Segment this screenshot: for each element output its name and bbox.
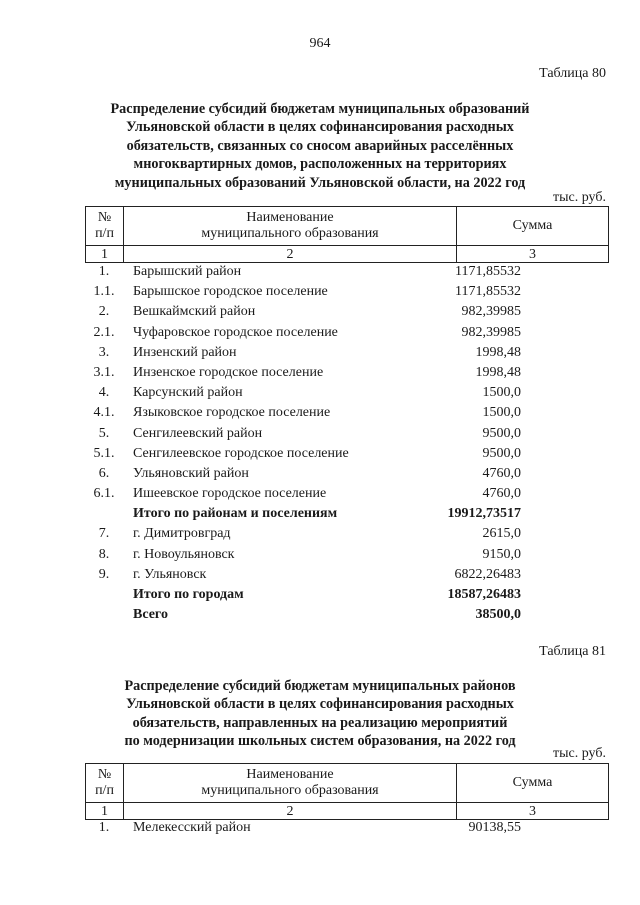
table-row xyxy=(85,565,609,585)
header-number-line2: п/п xyxy=(95,226,114,241)
row-name: г. Димитровград xyxy=(133,526,231,542)
row-number: 4.1. xyxy=(93,405,115,421)
header-sum: Сумма xyxy=(457,207,609,246)
header-name-line2: муниципального образования xyxy=(201,783,379,798)
table-row xyxy=(85,424,609,444)
row-number: 3. xyxy=(98,344,110,360)
row-number: 6. xyxy=(98,465,110,481)
header-name-line1: Наименование xyxy=(246,210,334,225)
row-name: Сенгилеевский район xyxy=(133,425,263,441)
row-name: Барышское городское поселение xyxy=(133,284,328,300)
row-name: Чуфаровское городское поселение xyxy=(133,324,338,340)
header-name-line2: муниципального образования xyxy=(201,226,379,241)
title-line: Распределение субсидий бюджетам муниципальных образований xyxy=(110,101,530,117)
table-row xyxy=(85,545,609,565)
subtotal-row xyxy=(85,504,609,524)
title-line: Ульяновской области в целях софинансирования расходных xyxy=(126,119,514,136)
row-number: 9. xyxy=(98,566,110,582)
header-name-line1: Наименование xyxy=(246,767,334,782)
table-81-title xyxy=(60,677,580,751)
table-row xyxy=(85,282,609,302)
title-line: муниципальных образований Ульяновской области, на 2022 год xyxy=(114,174,526,191)
row-name: Языковское городское поселение xyxy=(133,405,331,421)
table-80-body xyxy=(85,262,609,625)
page-number: 964 xyxy=(309,36,331,51)
table-row xyxy=(85,444,609,464)
row-number: 4. xyxy=(98,385,110,401)
table-row xyxy=(85,323,609,343)
row-number: 2.1. xyxy=(93,324,115,340)
row-number: 6.1. xyxy=(93,486,115,502)
row-number: 1. xyxy=(98,264,110,279)
table-row xyxy=(85,302,609,322)
table-row xyxy=(85,383,609,403)
header-col-index-2: 2 xyxy=(124,803,457,820)
row-name: Сенгилеевское городское поселение xyxy=(133,445,349,461)
row-number: 5. xyxy=(98,425,110,441)
title-line: Ульяновской области в целях софинансирования расходных xyxy=(126,696,514,713)
row-sum: 90138,55 xyxy=(468,820,521,835)
row-name: г. Ульяновск xyxy=(133,566,207,582)
row-sum: 982,39985 xyxy=(461,324,521,340)
header-number-line1: № xyxy=(97,767,112,782)
row-sum: 4760,0 xyxy=(482,486,521,502)
title-line: Распределение субсидий бюджетам муниципальных районов xyxy=(124,678,516,694)
table-row xyxy=(85,524,609,544)
table-81-body xyxy=(85,818,609,838)
row-name: Инзенское городское поселение xyxy=(133,364,324,380)
row-name: Ульяновский район xyxy=(133,465,249,481)
table-81-units: тыс. руб. xyxy=(553,746,606,761)
header-number-line1: № xyxy=(97,210,112,225)
header-col-index-3: 3 xyxy=(457,246,609,263)
header-name xyxy=(124,764,457,803)
row-sum: 6822,26483 xyxy=(454,566,521,582)
row-sum: 18587,26483 xyxy=(447,587,521,602)
table-80-title xyxy=(60,100,580,192)
row-number: 1. xyxy=(98,820,110,835)
row-name: Мелекесский район xyxy=(133,820,251,835)
header-col-index-3: 3 xyxy=(457,803,609,820)
table-81-label: Таблица 81 xyxy=(539,644,606,659)
title-line: обязательств, направленных на реализацию мероприятий xyxy=(132,714,508,731)
table-81-header xyxy=(85,763,609,820)
row-sum: 1171,85532 xyxy=(455,284,521,300)
subtotal-row xyxy=(85,585,609,605)
title-line: обязательств, связанных со сносом аварийных расселённых xyxy=(126,137,514,154)
row-sum: 38500,0 xyxy=(475,607,521,623)
row-name: Ишеевское городское поселение xyxy=(133,486,327,502)
row-sum: 19912,73517 xyxy=(447,506,521,522)
row-number: 5.1. xyxy=(93,445,115,461)
row-name: Инзенский район xyxy=(133,344,237,360)
table-80-header xyxy=(85,206,609,263)
total-row xyxy=(85,605,609,625)
table-row xyxy=(85,484,609,504)
row-name: Итого по районам и поселениям xyxy=(133,506,338,522)
row-number: 1.1. xyxy=(93,284,115,300)
header-name xyxy=(124,207,457,246)
table-80-label: Таблица 80 xyxy=(539,66,606,81)
row-sum: 1500,0 xyxy=(482,405,521,421)
row-name: Карсунский район xyxy=(133,385,243,401)
header-number xyxy=(86,207,124,246)
row-sum: 1998,48 xyxy=(475,364,521,380)
row-sum: 9500,0 xyxy=(482,425,521,441)
table-row xyxy=(85,343,609,363)
header-col-index-1: 1 xyxy=(86,803,124,820)
row-number: 2. xyxy=(98,304,110,320)
row-sum: 4760,0 xyxy=(482,465,521,481)
header-number-line2: п/п xyxy=(95,783,114,798)
table-row xyxy=(85,464,609,484)
title-line: по модернизации школьных систем образования, на 2022 год xyxy=(124,733,516,750)
row-name: Барышский район xyxy=(133,264,242,279)
row-sum: 1500,0 xyxy=(482,385,521,401)
table-80-units: тыс. руб. xyxy=(553,190,606,205)
title-line: многоквартирных домов, расположенных на территориях xyxy=(133,156,507,173)
row-sum: 2615,0 xyxy=(482,526,521,542)
table-row xyxy=(85,818,609,838)
header-col-index-2: 2 xyxy=(124,246,457,263)
row-sum: 1998,48 xyxy=(475,344,521,360)
row-number: 3.1. xyxy=(93,364,115,380)
table-row xyxy=(85,403,609,423)
header-sum: Сумма xyxy=(457,764,609,803)
row-sum: 982,39985 xyxy=(461,304,521,320)
row-name: Итого по городам xyxy=(133,587,244,602)
row-name: г. Новоульяновск xyxy=(133,546,235,562)
table-row xyxy=(85,363,609,383)
row-sum: 1171,85532 xyxy=(455,264,521,279)
row-name: Всего xyxy=(133,607,168,623)
table-row xyxy=(85,262,609,282)
header-col-index-1: 1 xyxy=(86,246,124,263)
row-sum: 9500,0 xyxy=(482,445,521,461)
row-sum: 9150,0 xyxy=(482,546,521,562)
row-number: 8. xyxy=(98,546,110,562)
row-name: Вешкаймский район xyxy=(133,304,256,320)
row-number: 7. xyxy=(98,526,110,542)
header-number xyxy=(86,764,124,803)
